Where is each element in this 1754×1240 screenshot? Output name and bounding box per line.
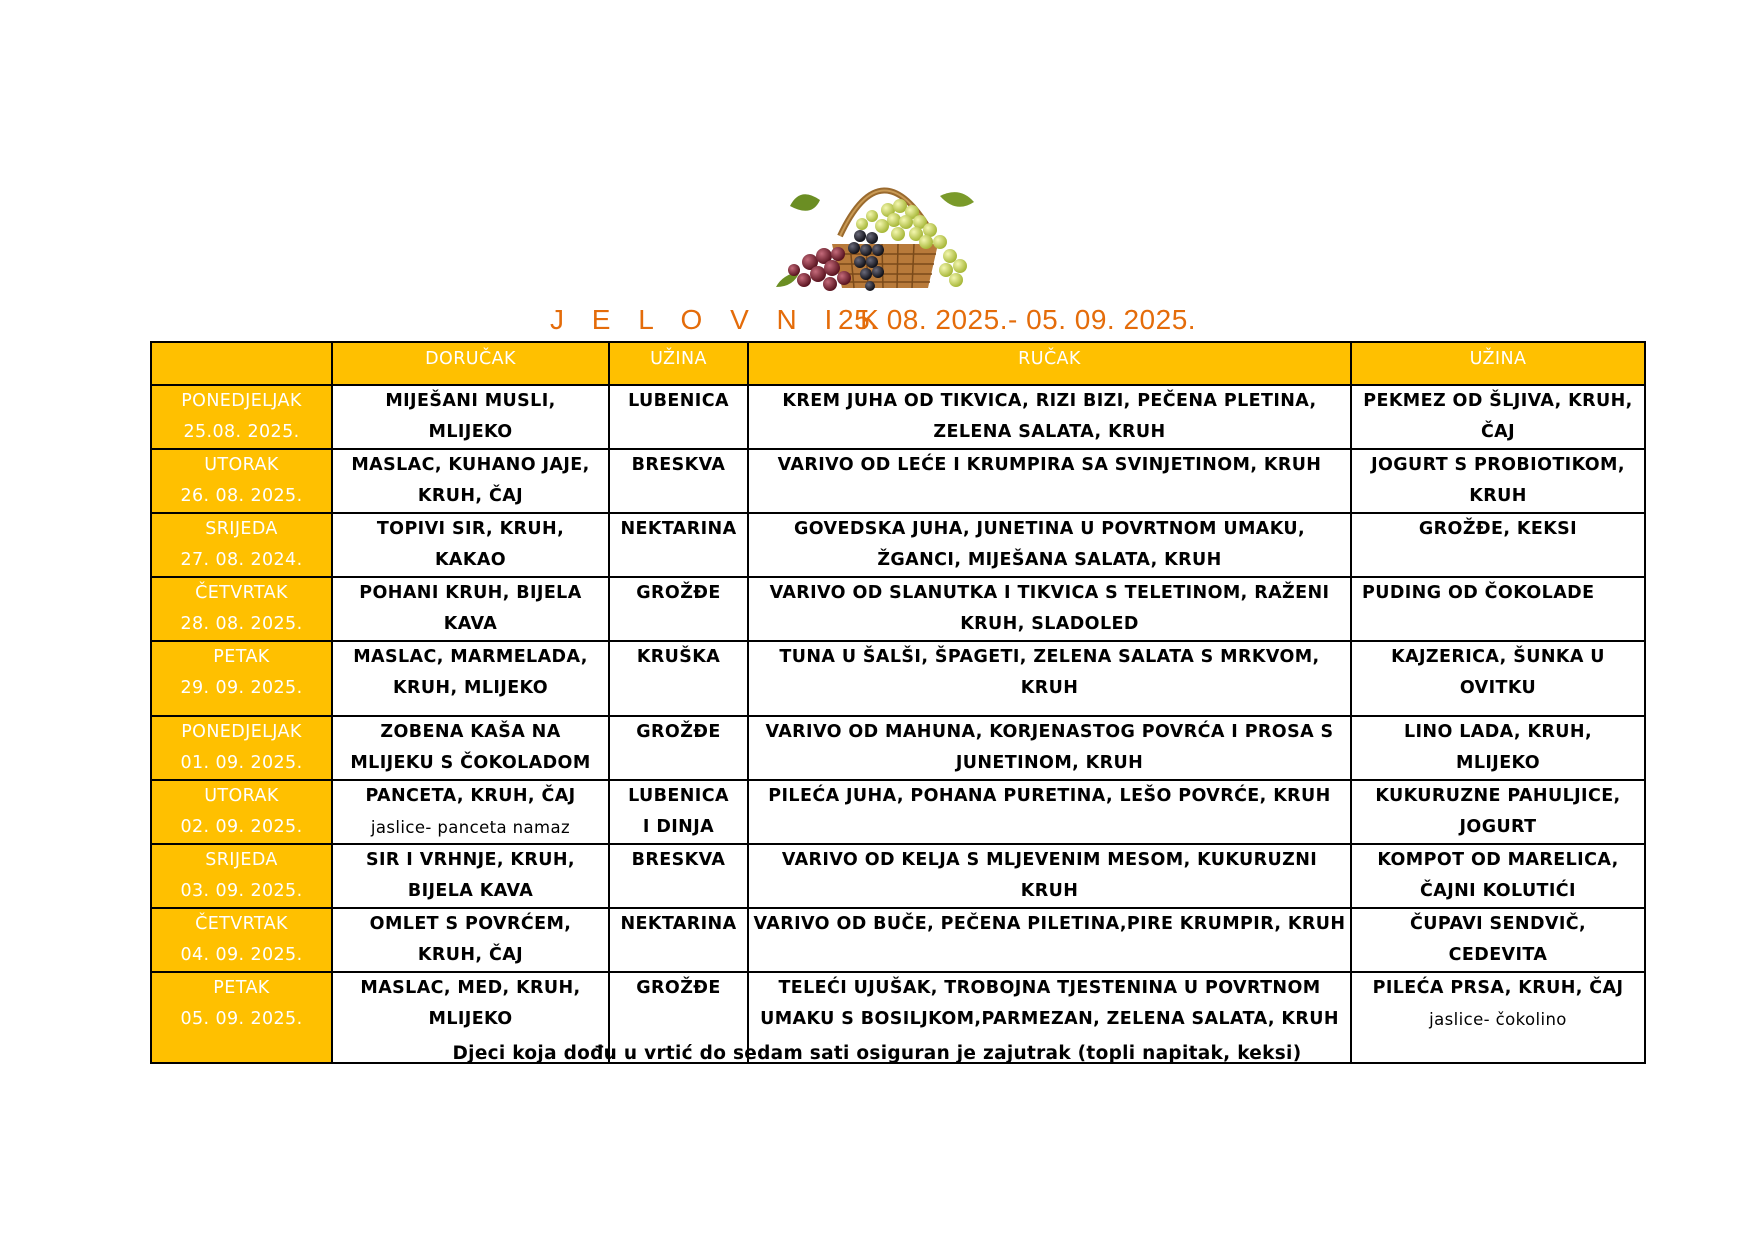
- snack2-cell: [1351, 385, 1645, 449]
- day-date: 28. 08. 2025.: [180, 614, 303, 634]
- snack-cell: [609, 908, 748, 972]
- day-date: 04. 09. 2025.: [180, 945, 303, 965]
- day-date: 05. 09. 2025.: [180, 1009, 303, 1029]
- lunch-line: VARIVO OD LEĆE I KRUMPIRA SA SVINJETINOM, KRUH: [777, 455, 1322, 475]
- snack2-cell: [1351, 449, 1645, 513]
- snack-line: LUBENICA: [628, 391, 729, 411]
- day-cell: [151, 577, 332, 641]
- day-date: 26. 08. 2025.: [180, 486, 303, 506]
- lunch-line: UMAKU S BOSILJKOM,PARMEZAN, ZELENA SALATA, KRUH: [760, 1009, 1339, 1029]
- table-row: [151, 780, 1645, 844]
- day-date: 27. 08. 2024.: [180, 550, 303, 570]
- snack2-line: LINO LADA, KRUH,: [1403, 722, 1593, 742]
- lunch-line: GOVEDSKA JUHA, JUNETINA U POVRTNOM UMAKU,: [793, 519, 1306, 539]
- snack-cell: [609, 844, 748, 908]
- day-name: PETAK: [213, 978, 270, 998]
- breakfast-line: SIR I VRHNJE, KRUH,: [366, 850, 575, 870]
- breakfast-cell: [332, 641, 609, 716]
- breakfast-line: POHANI KRUH, BIJELA: [359, 583, 582, 603]
- breakfast-cell: [332, 716, 609, 780]
- snack-line: LUBENICA: [628, 786, 729, 806]
- snack2-line: KUKURUZNE PAHULJICE,: [1375, 786, 1621, 806]
- breakfast-line: OMLET S POVRĆEM,: [369, 914, 572, 934]
- breakfast-line: KRUH, ČAJ: [417, 945, 524, 965]
- lunch-cell: [748, 385, 1351, 449]
- day-cell: [151, 385, 332, 449]
- snack2-line: ČAJNI KOLUTIĆI: [1420, 881, 1576, 901]
- footer-note: Djeci koja dođu u vrtić do sedam sati osiguran je zajutrak (topli napitak, keksi): [452, 1043, 1302, 1064]
- day-date: 03. 09. 2025.: [180, 881, 303, 901]
- day-cell: [151, 716, 332, 780]
- lunch-line: KRUH: [1020, 678, 1079, 698]
- snack2-line: ČUPAVI SENDVIČ,: [1409, 914, 1587, 934]
- snack-cell: [609, 641, 748, 716]
- day-name: UTORAK: [204, 455, 279, 475]
- snack2-line: KRUH: [1469, 486, 1527, 506]
- day-cell: [151, 780, 332, 844]
- lunch-cell: [748, 577, 1351, 641]
- snack-line: GROŽĐE: [636, 722, 721, 742]
- snack-line: GROŽĐE: [636, 978, 721, 998]
- lunch-line: VARIVO OD SLANUTKA I TIKVICA S TELETINOM, RAŽENI: [769, 583, 1330, 603]
- snack2-line: JOGURT S PROBIOTIKOM,: [1371, 455, 1625, 475]
- snack2-cell: [1351, 513, 1645, 577]
- lunch-line: VARIVO OD KELJA S MLJEVENIM MESOM, KUKURUZNI: [781, 850, 1318, 870]
- snack-line: BRESKVA: [631, 455, 726, 475]
- header-snack: UŽINA: [609, 342, 748, 385]
- table-row: [151, 449, 1645, 513]
- snack-line: GROŽĐE: [636, 583, 721, 603]
- snack-cell: [609, 385, 748, 449]
- snack2-cell: [1351, 844, 1645, 908]
- header-breakfast: DORUČAK: [332, 342, 609, 385]
- snack2-note: jaslice- čokolino: [1429, 1010, 1567, 1029]
- breakfast-cell: [332, 780, 609, 844]
- lunch-cell: [748, 844, 1351, 908]
- lunch-line: ZELENA SALATA, KRUH: [933, 422, 1166, 442]
- snack2-line: KAJZERICA, ŠUNKA U: [1391, 647, 1605, 667]
- header-lunch: RUČAK: [748, 342, 1351, 385]
- day-name: PETAK: [213, 647, 270, 667]
- menu-table: [150, 341, 1646, 1064]
- title-dates: 25. 08. 2025.- 05. 09. 2025.: [838, 304, 1197, 335]
- grape-basket-icon: [770, 166, 990, 296]
- lunch-line: KREM JUHA OD TIKVICA, RIZI BIZI, PEČENA PLETINA,: [782, 391, 1317, 411]
- snack2-line: JOGURT: [1459, 817, 1537, 837]
- breakfast-line: MLIJEKU S ČOKOLADOM: [350, 753, 591, 773]
- snack2-cell: [1351, 908, 1645, 972]
- snack2-cell: [1351, 716, 1645, 780]
- snack-line: BRESKVA: [631, 850, 726, 870]
- snack2-line: OVITKU: [1459, 678, 1537, 698]
- snack-cell: [609, 577, 748, 641]
- header-snack2: UŽINA: [1351, 342, 1645, 385]
- table-row: [151, 641, 1645, 716]
- snack2-cell: [1351, 780, 1645, 844]
- snack2-line: MLIJEKO: [1456, 753, 1540, 773]
- lunch-cell: [748, 716, 1351, 780]
- breakfast-line: TOPIVI SIR, KRUH,: [376, 519, 565, 539]
- day-name: ČETVRTAK: [195, 914, 288, 934]
- breakfast-line: MASLAC, KUHANO JAJE,: [351, 455, 590, 475]
- table-header-row: [151, 342, 1645, 385]
- snack2-line: GROŽĐE, KEKSI: [1418, 519, 1578, 539]
- snack-cell: [609, 513, 748, 577]
- snack-line: NEKTARINA: [620, 519, 737, 539]
- lunch-cell: [748, 908, 1351, 972]
- snack2-line: CEDEVITA: [1448, 945, 1548, 965]
- day-date: 25.08. 2025.: [183, 422, 300, 442]
- day-cell: [151, 641, 332, 716]
- breakfast-line: KAKAO: [434, 550, 507, 570]
- day-cell: [151, 449, 332, 513]
- day-name: ČETVRTAK: [195, 583, 288, 603]
- menu-title: [0, 304, 1754, 344]
- table-row: [151, 716, 1645, 780]
- day-name: UTORAK: [204, 786, 279, 806]
- breakfast-line: ZOBENA KAŠA NA: [380, 722, 561, 742]
- snack2-cell: [1351, 577, 1645, 641]
- lunch-line: VARIVO OD BUČE, PEČENA PILETINA,PIRE KRUMPIR, KRUH: [753, 914, 1346, 934]
- table-row: [151, 385, 1645, 449]
- snack2-line: PEKMEZ OD ŠLJIVA, KRUH,: [1363, 391, 1633, 411]
- breakfast-cell: [332, 513, 609, 577]
- day-cell: [151, 844, 332, 908]
- breakfast-line: MASLAC, MARMELADA,: [353, 647, 588, 667]
- lunch-line: ŽGANCI, MIJEŠANA SALATA, KRUH: [877, 550, 1222, 570]
- snack2-cell: [1351, 641, 1645, 716]
- breakfast-line: PANCETA, KRUH, ČAJ: [365, 786, 576, 806]
- day-name: SRIJEDA: [205, 850, 278, 870]
- lunch-line: VARIVO OD MAHUNA, KORJENASTOG POVRĆA I PROSA S: [765, 722, 1334, 742]
- lunch-line: KRUH: [1020, 881, 1079, 901]
- breakfast-line: MIJEŠANI MUSLI,: [385, 391, 556, 411]
- snack2-line: PILEĆA PRSA, KRUH, ČAJ: [1372, 978, 1624, 998]
- lunch-cell: [748, 641, 1351, 716]
- snack2-line: PUDING OD ČOKOLADE: [1362, 583, 1595, 603]
- header-day: [151, 342, 332, 385]
- table-row: [151, 513, 1645, 577]
- lunch-line: PILEĆA JUHA, POHANA PURETINA, LEŠO POVRĆE, KRUH: [768, 786, 1331, 806]
- table-row: [151, 844, 1645, 908]
- snack-line: NEKTARINA: [620, 914, 737, 934]
- lunch-line: JUNETINOM, KRUH: [955, 753, 1144, 773]
- breakfast-note: jaslice- panceta namaz: [370, 818, 571, 837]
- snack-line: KRUŠKA: [636, 647, 721, 667]
- lunch-cell: [748, 780, 1351, 844]
- breakfast-line: KRUH, MLIJEKO: [392, 678, 549, 698]
- title-word: J E L O V N I K: [550, 304, 889, 335]
- snack-cell: [609, 780, 748, 844]
- breakfast-cell: [332, 449, 609, 513]
- breakfast-cell: [332, 577, 609, 641]
- day-cell: [151, 513, 332, 577]
- lunch-line: TELEĆI UJUŠAK, TROBOJNA TJESTENINA U POVRTNOM: [778, 978, 1321, 998]
- lunch-cell: [748, 449, 1351, 513]
- table-row: [151, 908, 1645, 972]
- table-row: [151, 577, 1645, 641]
- breakfast-cell: [332, 908, 609, 972]
- day-date: 01. 09. 2025.: [180, 753, 303, 773]
- snack-cell: [609, 449, 748, 513]
- day-date: 29. 09. 2025.: [180, 678, 303, 698]
- day-name: PONEDJELJAK: [181, 391, 302, 411]
- day-cell: [151, 908, 332, 972]
- breakfast-line: MASLAC, MED, KRUH,: [360, 978, 581, 998]
- snack-line: I DINJA: [642, 817, 715, 837]
- lunch-line: KRUH, SLADOLED: [960, 614, 1139, 634]
- day-date: 02. 09. 2025.: [180, 817, 303, 837]
- breakfast-line: MLIJEKO: [428, 1009, 513, 1029]
- lunch-line: TUNA U ŠALŠI, ŠPAGETI, ZELENA SALATA S MRKVOM,: [779, 647, 1320, 667]
- snack-cell: [609, 716, 748, 780]
- breakfast-cell: [332, 844, 609, 908]
- day-name: PONEDJELJAK: [181, 722, 302, 742]
- lunch-cell: [748, 513, 1351, 577]
- snack2-line: ČAJ: [1480, 422, 1516, 442]
- breakfast-line: KRUH, ČAJ: [417, 486, 524, 506]
- day-name: SRIJEDA: [205, 519, 278, 539]
- breakfast-line: KAVA: [443, 614, 498, 634]
- breakfast-cell: [332, 385, 609, 449]
- breakfast-line: BIJELA KAVA: [407, 881, 534, 901]
- snack2-line: KOMPOT OD MARELICA,: [1377, 850, 1619, 870]
- breakfast-line: MLIJEKO: [428, 422, 513, 442]
